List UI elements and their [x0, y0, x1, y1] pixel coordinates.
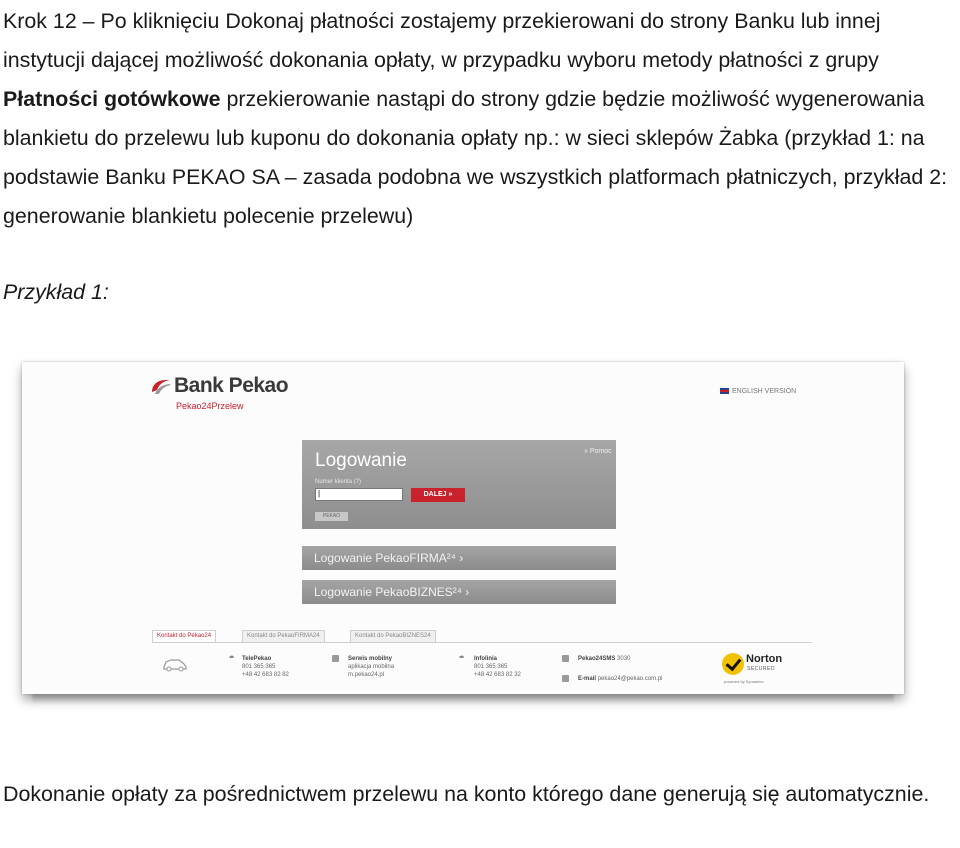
phone-icon	[228, 655, 235, 662]
uk-flag-icon	[720, 388, 729, 394]
email-icon	[562, 675, 569, 682]
infolinia-line2: +48 42 683 82 32	[474, 672, 521, 678]
tab-contact-pekao24[interactable]: Kontakt do Pekao24	[152, 630, 216, 642]
intro-bold-cash-payments: Płatności gotówkowe	[3, 87, 221, 111]
screenshot-shadow	[32, 694, 894, 704]
norton-secured-label: SECURED	[747, 666, 775, 672]
telepekao-line1: 801 365 365	[242, 664, 276, 670]
login-panel	[302, 440, 616, 529]
client-number-input[interactable]: |	[315, 488, 403, 501]
mobile-line2[interactable]: m.pekao24.pl	[348, 672, 385, 678]
contact-email	[578, 675, 663, 683]
english-version-link[interactable]	[720, 388, 796, 395]
email-title: E-mail	[578, 676, 597, 682]
contact-infolinia	[474, 655, 521, 679]
contact-telepekao	[242, 655, 289, 679]
next-button[interactable]: DALEJ »	[411, 488, 465, 502]
norton-secured-badge[interactable]	[722, 651, 786, 687]
telepekao-line2: +48 42 683 82 82	[242, 672, 289, 678]
mobile-icon	[332, 655, 339, 662]
intro-text-1: Krok 12 – Po kliknięciu Dokonaj płatności zostajemy przekierowani do strony Banku lub innej instytucji dającej możliwość dokonania opłaty, w przypadku wyboru metody płatności z grupy	[3, 9, 881, 72]
logo-subtitle: Pekao24Przelew	[176, 401, 244, 411]
sms-icon	[562, 655, 569, 662]
intro-text-2: przekierowanie nastąpi do strony gdzie będzie możliwość wygenerowania blankietu do przelewu lub kuponu do dokonania opłaty np.: w sieci sklepów Żabka (przykład 1: na podstawie Banku PEKAO SA – zasada podobna we wszystkich platformach płatniczych, przykład 2: generowanie blankietu polecenie przelewu)	[3, 87, 948, 228]
contact-mobile	[348, 655, 394, 679]
mobile-line1[interactable]: aplikacja mobilna	[348, 664, 395, 670]
telepekao-title: TelePekao	[242, 656, 272, 662]
norton-powered-by: powered by Symantec	[724, 679, 764, 684]
english-version-label: ENGLISH VERSION	[732, 388, 797, 395]
infolinia-line1: 801 365 365	[474, 664, 508, 670]
norton-name: Norton	[746, 653, 783, 665]
mobile-title: Serwis mobilny	[348, 656, 393, 662]
contact-tabs	[152, 630, 812, 643]
bank-screenshot	[22, 362, 904, 702]
tab-contact-pekaobiznes24[interactable]: Kontakt do PekaoBIZNES24	[350, 630, 436, 642]
phone-icon	[458, 655, 465, 662]
intro-paragraph	[3, 2, 953, 236]
checkmark-icon	[722, 653, 744, 675]
infolinia-title: Infolinia	[474, 656, 497, 662]
login-pekaobiznes-bar[interactable]: Logowanie PekaoBIZNES²⁴ ›	[302, 580, 616, 604]
example-label: Przykład 1:	[3, 280, 109, 304]
client-number-label: Numer klienta (?)	[315, 479, 362, 485]
car-icon	[162, 656, 188, 672]
help-link[interactable]: » Pomoc	[584, 448, 612, 455]
sms-title: Pekao24SMS	[578, 656, 616, 662]
caption-paragraph: Dokonanie opłaty za pośrednictwem przelewu na konto którego dane generują się automatycznie.	[3, 782, 930, 806]
screenshot-frame	[22, 362, 904, 694]
contact-sms	[578, 655, 630, 663]
pekao-logo-icon	[150, 378, 172, 396]
email-address[interactable]: pekao24@pekao.com.pl	[597, 676, 663, 682]
sms-line1: 3030	[617, 656, 631, 662]
tab-contact-pekaofirma24[interactable]: Kontakt do PekaoFIRMA24	[242, 630, 325, 642]
logo-name: Bank Pekao	[174, 374, 289, 397]
login-pekaofirma-bar[interactable]: Logowanie PekaoFIRMA²⁴ ›	[302, 546, 616, 570]
secondary-button[interactable]: PEKAO	[315, 512, 348, 521]
login-title: Logowanie	[315, 450, 407, 471]
